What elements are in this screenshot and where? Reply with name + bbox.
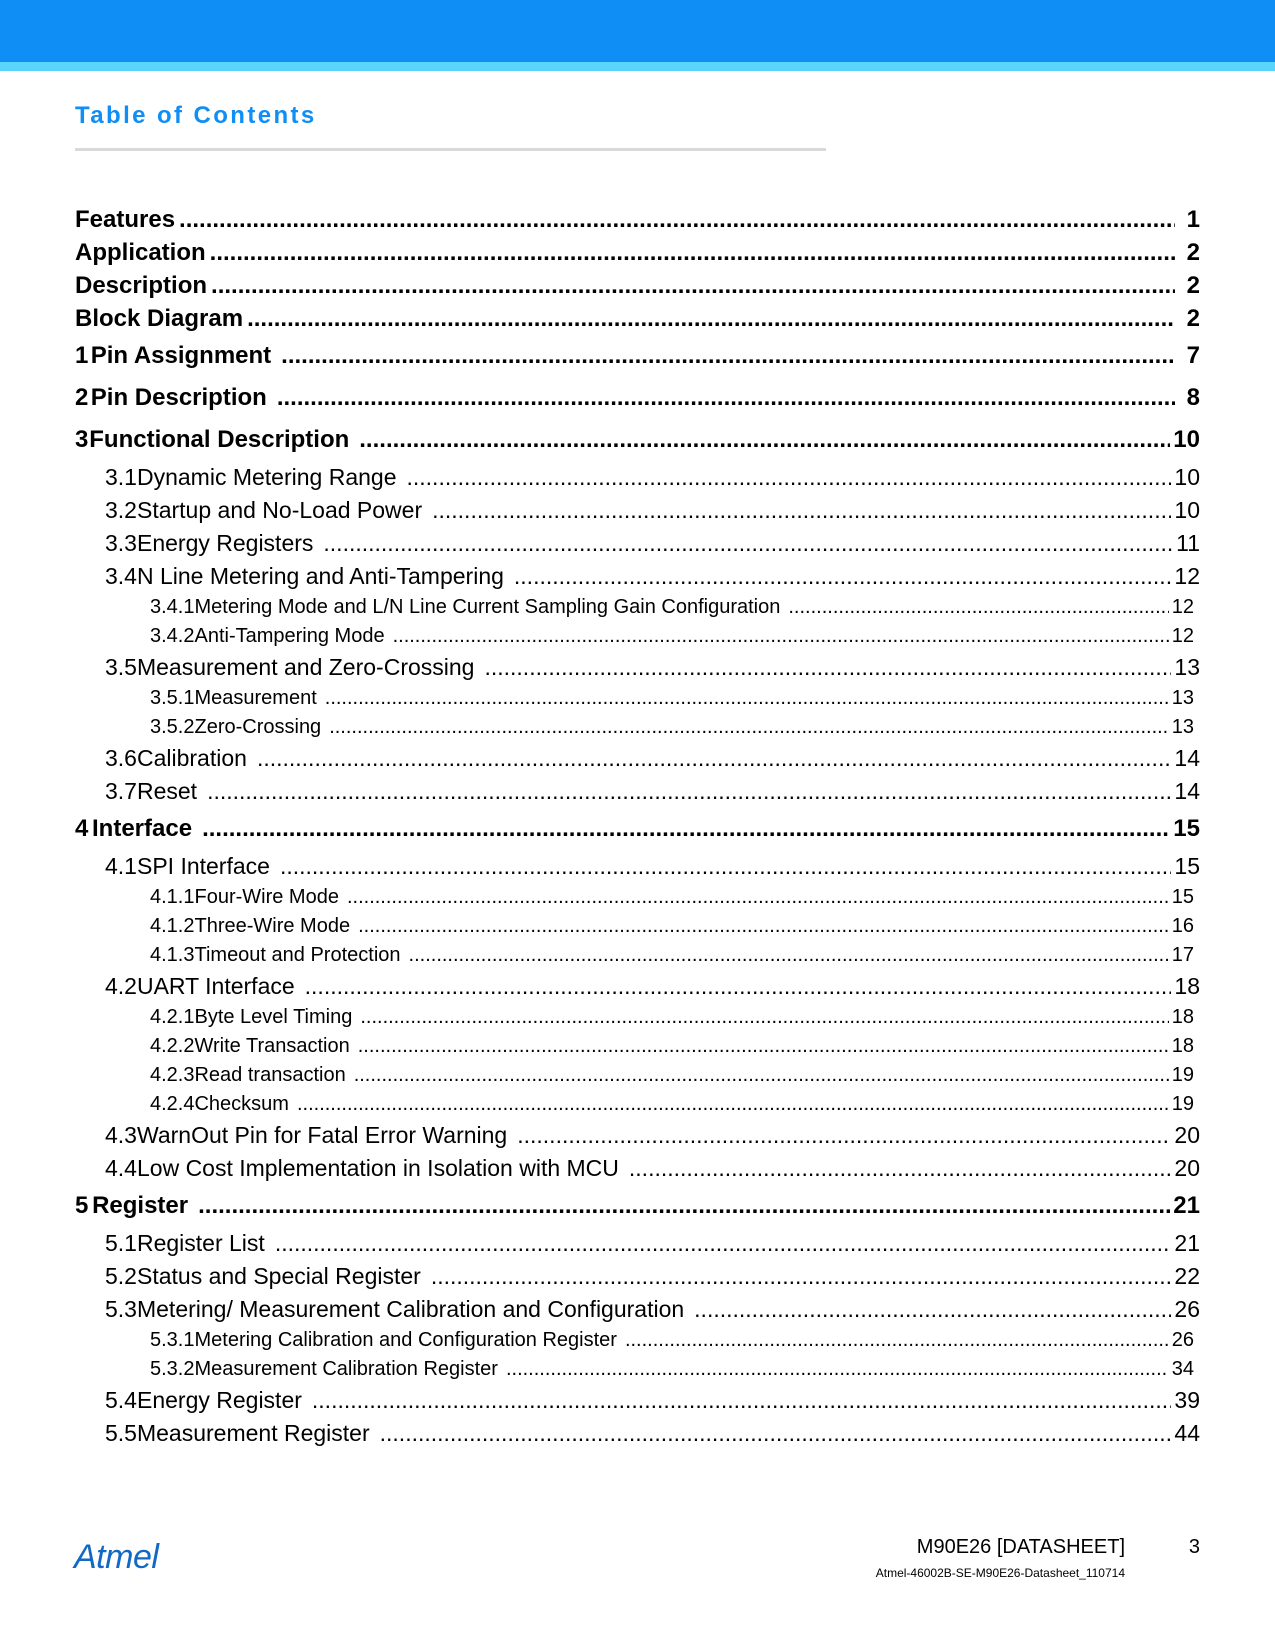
toc-entry[interactable] [75, 815, 1200, 853]
toc-entry-page: 18 [1171, 1035, 1194, 1057]
toc-entry-page: 26 [1171, 1329, 1194, 1351]
toc-entry[interactable] [75, 915, 1200, 944]
toc-entry-title: Dynamic Metering Range [136, 464, 397, 490]
toc-entry[interactable] [75, 305, 1200, 338]
table-of-contents [75, 206, 1200, 1453]
toc-entry-page: 12 [1174, 563, 1200, 589]
toc-dot-leader [297, 1093, 1169, 1116]
toc-entry-page: 15 [1174, 853, 1200, 879]
toc-entry-title: WarnOut Pin for Fatal Error Warning [136, 1122, 508, 1148]
toc-entry-number: 4.1.1 [150, 886, 195, 908]
toc-entry-title: Interface [92, 815, 193, 842]
toc-dot-leader [275, 1230, 1172, 1257]
toc-dot-leader [211, 272, 1175, 300]
toc-entry-title: Register List [136, 1230, 265, 1256]
toc-entry[interactable] [75, 1263, 1200, 1296]
toc-dot-leader [393, 625, 1169, 648]
toc-entry-page: 10 [1174, 497, 1200, 523]
toc-dot-leader [360, 1006, 1168, 1029]
toc-dot-leader [629, 1155, 1172, 1182]
toc-entry-title: Anti-Tampering Mode [194, 625, 385, 647]
page-title: Table of Contents [75, 102, 317, 129]
toc-entry-page: 22 [1174, 1263, 1200, 1289]
toc-entry-page: 2 [1186, 272, 1200, 299]
toc-entry[interactable] [75, 1329, 1200, 1358]
toc-entry-title: Startup and No-Load Power [136, 497, 423, 523]
toc-entry-page: 7 [1186, 342, 1200, 369]
toc-entry[interactable] [75, 1230, 1200, 1263]
toc-entry-page: 12 [1171, 596, 1194, 618]
toc-entry-title: Features [75, 206, 176, 233]
toc-entry-title: Metering/ Measurement Calibration and Configuration [136, 1296, 685, 1322]
toc-dot-leader [431, 1263, 1172, 1290]
toc-entry-number: 3.5.2 [150, 716, 195, 738]
toc-dot-leader [281, 342, 1175, 370]
toc-entry-title: Four-Wire Mode [194, 886, 339, 908]
toc-entry-title: Measurement Calibration Register [194, 1358, 498, 1380]
toc-entry-page: 20 [1174, 1155, 1200, 1181]
toc-entry[interactable] [75, 853, 1200, 886]
toc-entry-title: UART Interface [136, 973, 295, 999]
toc-entry-page: 13 [1174, 654, 1200, 680]
toc-entry-title: Measurement and Zero-Crossing [136, 654, 475, 680]
toc-entry[interactable] [75, 1006, 1200, 1035]
toc-entry-title: Write Transaction [194, 1035, 350, 1057]
toc-entry-page: 34 [1171, 1358, 1194, 1380]
toc-entry[interactable] [75, 1296, 1200, 1329]
toc-entry-number: 4.1.3 [150, 944, 195, 966]
toc-dot-leader [325, 687, 1169, 710]
toc-entry[interactable] [75, 973, 1200, 1006]
toc-entry-number: 3.6 [105, 745, 137, 771]
toc-dot-leader [198, 1192, 1170, 1220]
toc-entry[interactable] [75, 426, 1200, 464]
toc-entry-page: 21 [1173, 1192, 1200, 1219]
toc-dot-leader [358, 1035, 1169, 1058]
toc-entry-page: 8 [1186, 384, 1200, 411]
header-band [0, 0, 1275, 62]
toc-entry-number: 4.2.2 [150, 1035, 195, 1057]
toc-entry-number: 3 [75, 426, 89, 453]
toc-entry[interactable] [75, 1358, 1200, 1387]
toc-dot-leader [788, 596, 1168, 619]
toc-entry-title: Pin Assignment [90, 342, 272, 369]
toc-entry[interactable] [75, 1035, 1200, 1064]
toc-entry-number: 5.5 [105, 1420, 137, 1446]
toc-entry-title: Metering Mode and L/N Line Current Sampling Gain Configuration [194, 596, 781, 618]
toc-entry-number: 5.2 [105, 1263, 137, 1289]
toc-entry-page: 10 [1173, 426, 1200, 453]
toc-entry-title: N Line Metering and Anti-Tampering [136, 563, 504, 589]
toc-entry-title: Metering Calibration and Configuration Register [194, 1329, 617, 1351]
toc-entry[interactable] [75, 206, 1200, 239]
toc-entry[interactable] [75, 654, 1200, 687]
toc-entry-page: 26 [1174, 1296, 1200, 1322]
atmel-logo: Atmel [74, 1538, 159, 1576]
toc-entry[interactable] [75, 716, 1200, 745]
toc-entry[interactable] [75, 342, 1200, 380]
toc-entry-number: 3.3 [105, 530, 137, 556]
toc-entry-number: 4.1.2 [150, 915, 195, 937]
toc-entry-number: 3.5 [105, 654, 137, 680]
toc-entry[interactable] [75, 239, 1200, 272]
toc-entry-title: Energy Registers [136, 530, 314, 556]
toc-entry-number: 5.4 [105, 1387, 137, 1413]
toc-entry-page: 14 [1174, 778, 1200, 804]
toc-entry-page: 2 [1186, 305, 1200, 332]
toc-dot-leader [247, 305, 1175, 333]
toc-entry-page: 17 [1171, 944, 1194, 966]
toc-entry-number: 3.1 [105, 464, 137, 490]
toc-entry-title: Reset [136, 778, 198, 804]
toc-entry-number: 4.2.3 [150, 1064, 195, 1086]
toc-entry-number: 3.4.2 [150, 625, 195, 647]
toc-entry-title: Measurement Register [136, 1420, 370, 1446]
toc-entry-title: Timeout and Protection [194, 944, 401, 966]
toc-entry[interactable] [75, 944, 1200, 973]
header-accent-stripe [0, 62, 1275, 71]
toc-entry-page: 13 [1171, 716, 1194, 738]
heading-divider [75, 148, 826, 151]
toc-entry-number: 5.3.2 [150, 1358, 195, 1380]
toc-entry-page: 19 [1171, 1093, 1194, 1115]
toc-entry[interactable] [75, 1122, 1200, 1155]
toc-entry[interactable] [75, 596, 1200, 625]
toc-entry-number: 2 [75, 384, 89, 411]
toc-dot-leader [280, 853, 1171, 880]
toc-entry-title: Read transaction [194, 1064, 346, 1086]
toc-entry-number: 5.1 [105, 1230, 137, 1256]
toc-entry[interactable] [75, 1155, 1200, 1188]
toc-entry-number: 5 [75, 1192, 89, 1219]
toc-entry-title: Pin Description [90, 384, 267, 411]
toc-dot-leader [257, 745, 1171, 772]
toc-entry-title: Byte Level Timing [194, 1006, 353, 1028]
toc-entry-page: 15 [1173, 815, 1200, 842]
toc-dot-leader [359, 426, 1170, 454]
toc-entry[interactable] [75, 384, 1200, 422]
toc-entry-number: 4 [75, 815, 89, 842]
footer-page-number: 3 [1188, 1536, 1200, 1558]
toc-entry[interactable] [75, 1064, 1200, 1093]
toc-entry-page: 12 [1171, 625, 1194, 647]
toc-entry-title: Low Cost Implementation in Isolation with MCU [136, 1155, 619, 1181]
toc-entry-page: 21 [1174, 1230, 1200, 1256]
toc-dot-leader [354, 1064, 1169, 1087]
toc-dot-leader [210, 239, 1175, 267]
toc-dot-leader [625, 1329, 1169, 1352]
toc-dot-leader [380, 1420, 1172, 1447]
toc-entry-page: 44 [1174, 1420, 1200, 1446]
toc-entry[interactable] [75, 1387, 1200, 1420]
toc-entry-page: 18 [1171, 1006, 1194, 1028]
toc-dot-leader [202, 815, 1170, 843]
toc-entry-title: Checksum [194, 1093, 289, 1115]
toc-entry-number: 3.4.1 [150, 596, 195, 618]
toc-entry[interactable] [75, 1093, 1200, 1122]
toc-entry[interactable] [75, 1192, 1200, 1230]
toc-entry-number: 5.3 [105, 1296, 137, 1322]
toc-entry-page: 10 [1174, 464, 1200, 490]
toc-entry[interactable] [75, 563, 1200, 596]
toc-dot-leader [484, 654, 1171, 681]
toc-entry-number: 3.7 [105, 778, 137, 804]
toc-dot-leader [358, 915, 1169, 938]
toc-entry-title: Status and Special Register [136, 1263, 421, 1289]
toc-entry-number: 4.1 [105, 853, 137, 879]
footer-document-id: Atmel-46002B-SE-M90E26-Datasheet_110714 [875, 1566, 1125, 1580]
toc-entry-number: 4.2.1 [150, 1006, 195, 1028]
toc-dot-leader [323, 530, 1173, 557]
toc-entry[interactable] [75, 464, 1200, 497]
toc-entry-page: 39 [1174, 1387, 1200, 1413]
toc-entry-title: Three-Wire Mode [194, 915, 351, 937]
toc-entry-number: 4.3 [105, 1122, 137, 1148]
toc-entry-page: 11 [1176, 530, 1200, 556]
toc-entry-title: Application [75, 239, 206, 266]
toc-entry[interactable] [75, 625, 1200, 654]
toc-entry-title: Register [92, 1192, 189, 1219]
toc-entry-title: Calibration [136, 745, 247, 771]
toc-entry-page: 1 [1186, 206, 1200, 233]
toc-entry-number: 3.2 [105, 497, 137, 523]
toc-entry[interactable] [75, 687, 1200, 716]
toc-entry-title: Block Diagram [75, 305, 244, 332]
toc-dot-leader [407, 464, 1172, 491]
toc-entry-page: 20 [1174, 1122, 1200, 1148]
toc-entry-page: 18 [1174, 973, 1200, 999]
toc-entry-title: Measurement [194, 687, 317, 709]
toc-dot-leader [312, 1387, 1172, 1414]
toc-entry-title: SPI Interface [136, 853, 270, 879]
toc-dot-leader [694, 1296, 1171, 1323]
toc-entry[interactable] [75, 272, 1200, 305]
toc-entry[interactable] [75, 778, 1200, 811]
toc-dot-leader [409, 944, 1169, 967]
toc-entry-page: 13 [1171, 687, 1194, 709]
toc-dot-leader [347, 886, 1169, 909]
toc-entry-page: 2 [1186, 239, 1200, 266]
toc-entry-page: 15 [1171, 886, 1194, 908]
footer-document-title: M90E26 [DATASHEET] [916, 1536, 1125, 1558]
toc-entry-title: Functional Description [89, 426, 350, 453]
toc-entry-number: 5.3.1 [150, 1329, 195, 1351]
toc-dot-leader [179, 206, 1175, 234]
toc-entry-page: 19 [1171, 1064, 1194, 1086]
toc-dot-leader [207, 778, 1171, 805]
toc-entry-number: 4.4 [105, 1155, 137, 1181]
toc-entry-page: 16 [1171, 915, 1194, 937]
toc-entry-number: 3.5.1 [150, 687, 195, 709]
toc-entry-page: 14 [1174, 745, 1200, 771]
toc-entry-number: 4.2.4 [150, 1093, 195, 1115]
toc-dot-leader [432, 497, 1171, 524]
toc-dot-leader [277, 384, 1175, 412]
toc-entry[interactable] [75, 497, 1200, 530]
toc-dot-leader [517, 1122, 1171, 1149]
toc-entry[interactable] [75, 745, 1200, 778]
toc-entry[interactable] [75, 530, 1200, 563]
toc-entry-title: Description [75, 272, 208, 299]
toc-dot-leader [329, 716, 1169, 739]
toc-entry-number: 4.2 [105, 973, 137, 999]
toc-entry[interactable] [75, 886, 1200, 915]
toc-entry-number: 3.4 [105, 563, 137, 589]
toc-entry-title: Zero-Crossing [194, 716, 322, 738]
toc-dot-leader [506, 1358, 1169, 1381]
toc-dot-leader [514, 563, 1172, 590]
toc-entry[interactable] [75, 1420, 1200, 1453]
toc-entry-number: 1 [75, 342, 89, 369]
toc-entry-title: Energy Register [136, 1387, 302, 1413]
toc-dot-leader [305, 973, 1172, 1000]
